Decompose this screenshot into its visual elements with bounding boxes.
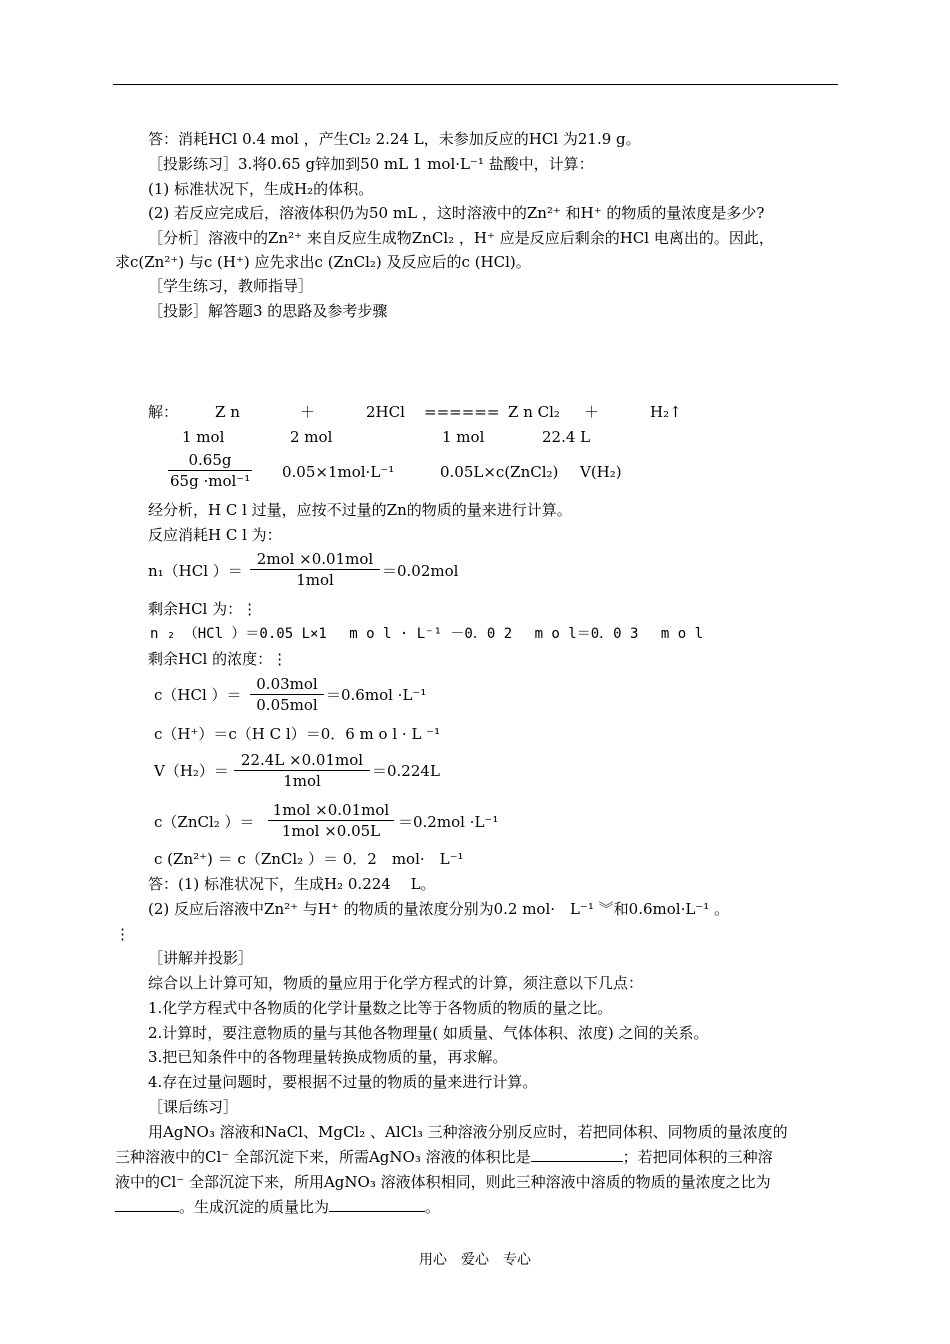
hcl-consumed-label: 反应消耗H C l 为： xyxy=(148,526,282,544)
analysis-line: ［分析］溶液中的Zn²⁺ 来自反应生成物ZnCl₂ ，H⁺ 应是反应后剩余的HCl 电离出的。因此， xyxy=(148,229,774,247)
eq-hcl-amount: 0.05×1mol·L⁻¹ xyxy=(282,463,395,481)
v-h2-num: 22.4L ×0.01mol xyxy=(234,750,370,771)
eq-zncl2-amount: 0.05L×c(ZnCl₂) xyxy=(440,463,559,481)
v-h2-lhs: V（H₂）＝ xyxy=(154,762,229,780)
eq-zn: Z n xyxy=(215,403,240,421)
c-zncl2-lhs: c（ZnCl₂ ）＝ xyxy=(154,813,255,831)
c-zncl2-num: 1mol ×0.01mol xyxy=(268,800,394,821)
c-zn-line: c (Zn²⁺) ＝ c（ZnCl₂ ）＝ 0．2 mol· L⁻¹ xyxy=(154,850,464,868)
eq-plus-2: ＋ xyxy=(584,403,600,421)
n1-fraction xyxy=(250,549,380,590)
point-3: 3.把已知条件中的各物理量转换成物质的量，再求解。 xyxy=(148,1048,508,1066)
n1-rhs: ＝0.02mol xyxy=(382,562,459,580)
eq-zn-frac-num: 0.65g xyxy=(168,450,252,471)
analysis-excess: 经分析，H C l 过量，应按不过量的Zn的物质的量来进行计算。 xyxy=(148,501,572,519)
v-h2-fraction xyxy=(234,750,370,791)
blank-volume-ratio[interactable] xyxy=(531,1147,623,1162)
c-hcl-lhs: c（HCl ）＝ xyxy=(154,686,242,704)
final-answer-2: (2) 反应后溶液中Zn²⁺ 与H⁺ 的物质的量浓度分别为0.2 mol· L⁻¹ ︾和0.6mol·L⁻¹ 。 xyxy=(148,900,730,918)
v-h2-rhs: ＝0.224L xyxy=(372,762,440,780)
n2-line: n ₂ （HCl ）＝0.05 L×1 m o l · L⁻¹ －0．0 2 m o l＝0．0 3 m o l xyxy=(150,626,704,642)
remaining-hcl-label: 剩余HCl 为：⋮ xyxy=(148,600,258,618)
summary-intro: 综合以上计算可知，物质的量应用于化学方程式的计算，须注意以下几点： xyxy=(148,974,644,992)
homework-line-4-text: 。生成沉淀的质量比为 xyxy=(179,1198,330,1216)
eq-h2: H₂↑ xyxy=(650,403,682,421)
explain-projection: ［讲解并投影］ xyxy=(148,949,254,967)
n1-lhs: n₁（HCl ）＝ xyxy=(148,562,243,580)
analysis-line-2: 求c(Zn²⁺) 与c (H⁺) 应先求出c (ZnCl₂) 及反应后的c (HCl)。 xyxy=(115,253,531,271)
eq-zn-fraction xyxy=(168,450,252,491)
c-h-line: c（H⁺）＝c（H C l）＝0．6 m o l · L ⁻¹ xyxy=(154,725,441,743)
homework-line-4-end: 。 xyxy=(425,1198,441,1216)
eq-h2-volume: V(H₂) xyxy=(580,463,622,481)
projection-exercise: ［投影练习］3.将0.65 g锌加到50 mL 1 mol·L⁻¹ 盐酸中，计算： xyxy=(148,155,594,173)
eq-mol-hcl: 2 mol xyxy=(290,428,333,446)
ellipsis-mark: ⋮ xyxy=(115,925,130,943)
eq-plus-1: ＋ xyxy=(300,403,316,421)
point-4: 4.存在过量问题时，要根据不过量的物质的量来进行计算。 xyxy=(148,1073,538,1091)
projection-steps: ［投影］解答题3 的思路及参考步骤 xyxy=(148,302,388,320)
eq-zncl2: Z n Cl₂ xyxy=(508,403,560,421)
eq-mol-zncl2: 1 mol xyxy=(442,428,485,446)
eq-vol-h2: 22.4 L xyxy=(542,428,591,446)
blank-conc-ratio[interactable] xyxy=(115,1197,179,1212)
header-rule xyxy=(113,84,838,85)
c-hcl-num: 0.03mol xyxy=(250,674,324,695)
c-zncl2-rhs: ＝0.2mol ·L⁻¹ xyxy=(398,813,499,831)
homework-line-4 xyxy=(115,1197,440,1217)
homework-line-2 xyxy=(115,1147,773,1167)
answer-line: 答：消耗HCl 0.4 mol ，产生Cl₂ 2.24 L，未参加反应的HCl 为21.9 g。 xyxy=(148,130,641,148)
remaining-conc-label: 剩余HCl 的浓度：⋮ xyxy=(148,650,288,668)
point-1: 1.化学方程式中各物质的化学计量数之比等于各物质的物质的量之比。 xyxy=(148,999,613,1017)
eq-equals: ====== xyxy=(424,403,500,421)
c-hcl-fraction xyxy=(250,674,324,715)
homework-line-3: 液中的Cl⁻ 全部沉淀下来，所用AgNO₃ 溶液体积相同，则此三种溶液中溶质的物质的量浓度之比为 xyxy=(115,1173,771,1191)
blank-mass-ratio[interactable] xyxy=(329,1197,425,1212)
solution-label: 解： xyxy=(148,403,179,421)
question-2: (2) 若反应完成后，溶液体积仍为50 mL ，这时溶液中的Zn²⁺ 和H⁺ 的物质的量浓度是多少? xyxy=(148,204,765,222)
eq-mol-zn: 1 mol xyxy=(182,428,225,446)
n1-num: 2mol ×0.01mol xyxy=(250,549,380,570)
c-hcl-den: 0.05mol xyxy=(256,696,318,714)
homework-line-1: 用AgNO₃ 溶液和NaCl、MgCl₂ 、AlCl₃ 三种溶液分别反应时，若把同体积、同物质的量浓度的 xyxy=(148,1123,788,1141)
question-1: (1) 标准状况下，生成H₂的体积。 xyxy=(148,180,374,198)
c-zncl2-den: 1mol ×0.05L xyxy=(281,822,381,840)
c-zncl2-fraction xyxy=(268,800,394,841)
point-2: 2.计算时，要注意物质的量与其他各物理量( 如质量、气体体积、浓度) 之间的关系。 xyxy=(148,1024,709,1042)
c-hcl-rhs: ＝0.6mol ·L⁻¹ xyxy=(326,686,427,704)
homework-label: ［课后练习］ xyxy=(148,1098,239,1116)
n1-den: 1mol xyxy=(296,571,334,589)
student-practice: ［学生练习，教师指导］ xyxy=(148,277,314,295)
page-footer: 用心 爱心 专心 xyxy=(419,1252,531,1268)
v-h2-den: 1mol xyxy=(283,772,321,790)
homework-line-2-text: 三种溶液中的Cl⁻ 全部沉淀下来，所需AgNO₃ 溶液的体积比是 xyxy=(115,1148,531,1166)
eq-zn-frac-den: 65g ·mol⁻¹ xyxy=(170,472,251,490)
homework-line-2-tail: ；若把同体积的三种溶 xyxy=(622,1148,773,1166)
final-answer-1: 答：(1) 标准状况下，生成H₂ 0.224 L。 xyxy=(148,875,436,893)
eq-hcl: 2HCl xyxy=(366,403,405,421)
